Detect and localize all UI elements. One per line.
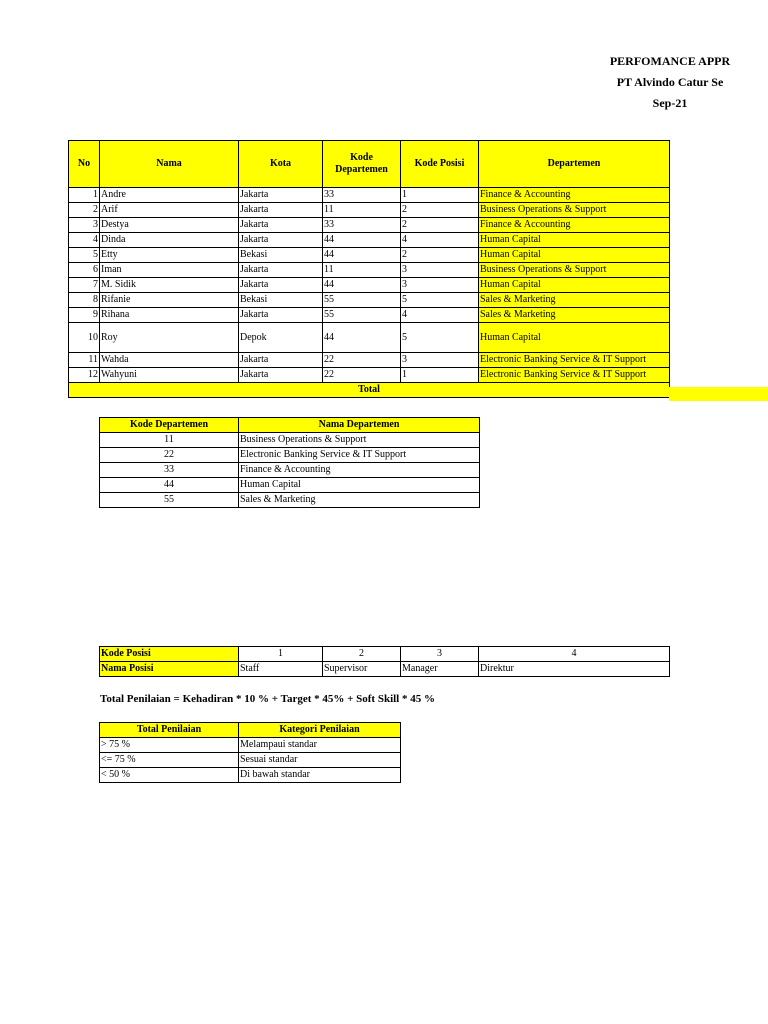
employee-no-cell: 2	[69, 203, 100, 218]
employee-dept-code-cell: 44	[323, 278, 401, 293]
employee-dept-code-cell: 22	[323, 368, 401, 383]
category-header-kategori: Kategori Penilaian	[239, 723, 401, 738]
employee-department-cell: Human Capital	[479, 233, 670, 248]
employee-name-cell: Iman	[100, 263, 239, 278]
category-table	[99, 722, 401, 783]
category-name-cell: Di bawah standar	[239, 768, 401, 783]
employee-name-cell: Destya	[100, 218, 239, 233]
department-name-cell: Sales & Marketing	[239, 493, 480, 508]
department-code-cell: 22	[100, 448, 239, 463]
department-row	[100, 433, 480, 448]
employee-row	[69, 203, 670, 218]
employee-city-cell: Jakarta	[239, 218, 323, 233]
employee-name-cell: Arif	[100, 203, 239, 218]
category-total-cell: <= 75 %	[100, 753, 239, 768]
department-name-cell: Finance & Accounting	[239, 463, 480, 478]
department-name-cell: Electronic Banking Service & IT Support	[239, 448, 480, 463]
employee-dept-code-cell: 22	[323, 353, 401, 368]
category-row	[100, 738, 401, 753]
employee-department-cell: Electronic Banking Service & IT Support	[479, 368, 670, 383]
employee-position-code-cell: 3	[401, 278, 479, 293]
employee-city-cell: Bekasi	[239, 248, 323, 263]
employee-position-code-cell: 3	[401, 263, 479, 278]
position-name-row	[100, 662, 670, 677]
col-header-departemen: Departemen	[479, 141, 670, 188]
employee-dept-code-cell: 33	[323, 188, 401, 203]
employee-row	[69, 218, 670, 233]
employee-position-code-cell: 3	[401, 353, 479, 368]
employee-department-cell: Sales & Marketing	[479, 308, 670, 323]
position-code-cell: 1	[239, 647, 323, 662]
position-code-cell: 4	[479, 647, 670, 662]
employee-name-cell: Rihana	[100, 308, 239, 323]
department-row	[100, 463, 480, 478]
employee-department-cell: Human Capital	[479, 323, 670, 353]
employee-table	[68, 140, 670, 398]
category-total-cell: < 50 %	[100, 768, 239, 783]
position-name-cell: Staff	[239, 662, 323, 677]
employee-position-code-cell: 4	[401, 233, 479, 248]
employee-name-cell: Rifanie	[100, 293, 239, 308]
employee-department-cell: Sales & Marketing	[479, 293, 670, 308]
employee-city-cell: Jakarta	[239, 203, 323, 218]
employee-no-cell: 6	[69, 263, 100, 278]
employee-row	[69, 353, 670, 368]
employee-department-cell: Business Operations & Support	[479, 263, 670, 278]
position-code-cell: 3	[401, 647, 479, 662]
employee-department-cell: Human Capital	[479, 248, 670, 263]
employee-dept-code-cell: 44	[323, 323, 401, 353]
department-code-cell: 55	[100, 493, 239, 508]
position-code-label: Kode Posisi	[100, 647, 239, 662]
department-code-cell: 44	[100, 478, 239, 493]
department-row	[100, 448, 480, 463]
department-name-cell: Human Capital	[239, 478, 480, 493]
employee-no-cell: 7	[69, 278, 100, 293]
employee-table-header	[69, 141, 670, 188]
department-code-cell: 11	[100, 433, 239, 448]
category-row	[100, 753, 401, 768]
employee-dept-code-cell: 33	[323, 218, 401, 233]
col-header-no: No	[69, 141, 100, 188]
employee-dept-code-cell: 11	[323, 263, 401, 278]
employee-row	[69, 293, 670, 308]
employee-no-cell: 3	[69, 218, 100, 233]
department-row	[100, 493, 480, 508]
position-table	[99, 646, 670, 677]
employee-row	[69, 278, 670, 293]
employee-name-cell: Wahda	[100, 353, 239, 368]
employee-position-code-cell: 2	[401, 248, 479, 263]
employee-name-cell: Wahyuni	[100, 368, 239, 383]
position-name-cell: Supervisor	[323, 662, 401, 677]
employee-no-cell: 8	[69, 293, 100, 308]
employee-city-cell: Jakarta	[239, 308, 323, 323]
employee-row	[69, 233, 670, 248]
total-row	[69, 383, 670, 398]
employee-city-cell: Jakarta	[239, 263, 323, 278]
employee-department-cell: Electronic Banking Service & IT Support	[479, 353, 670, 368]
employee-row	[69, 188, 670, 203]
category-header-total: Total Penilaian	[100, 723, 239, 738]
employee-department-cell: Finance & Accounting	[479, 188, 670, 203]
category-name-cell: Melampaui standar	[239, 738, 401, 753]
employee-position-code-cell: 1	[401, 188, 479, 203]
employee-position-code-cell: 5	[401, 293, 479, 308]
employee-position-code-cell: 5	[401, 323, 479, 353]
department-name-cell: Business Operations & Support	[239, 433, 480, 448]
employee-no-cell: 12	[69, 368, 100, 383]
category-name-cell: Sesuai standar	[239, 753, 401, 768]
total-label: Total	[69, 383, 670, 398]
employee-dept-code-cell: 11	[323, 203, 401, 218]
employee-dept-code-cell: 55	[323, 293, 401, 308]
report-period: Sep-21	[652, 96, 688, 110]
employee-position-code-cell: 4	[401, 308, 479, 323]
employee-name-cell: Dinda	[100, 233, 239, 248]
employee-name-cell: Andre	[100, 188, 239, 203]
employee-name-cell: M. Sidik	[100, 278, 239, 293]
col-header-nama: Nama	[100, 141, 239, 188]
employee-city-cell: Jakarta	[239, 233, 323, 248]
employee-city-cell: Depok	[239, 323, 323, 353]
employee-row	[69, 248, 670, 263]
department-row	[100, 478, 480, 493]
dept-header-nama: Nama Departemen	[239, 418, 480, 433]
category-total-cell: > 75 %	[100, 738, 239, 753]
employee-city-cell: Jakarta	[239, 278, 323, 293]
department-code-cell: 33	[100, 463, 239, 478]
employee-position-code-cell: 2	[401, 218, 479, 233]
employee-row	[69, 323, 670, 353]
employee-dept-code-cell: 44	[323, 248, 401, 263]
employee-position-code-cell: 1	[401, 368, 479, 383]
position-name-cell: Direktur	[479, 662, 670, 677]
department-table	[99, 417, 480, 508]
employee-no-cell: 9	[69, 308, 100, 323]
employee-row	[69, 368, 670, 383]
col-header-kode-departemen: Kode Departemen	[323, 141, 401, 188]
col-header-kota: Kota	[239, 141, 323, 188]
employee-dept-code-cell: 44	[323, 233, 401, 248]
position-name-label: Nama Posisi	[100, 662, 239, 677]
total-row-highlight	[669, 387, 768, 401]
employee-no-cell: 5	[69, 248, 100, 263]
employee-city-cell: Jakarta	[239, 188, 323, 203]
employee-department-cell: Human Capital	[479, 278, 670, 293]
department-table-header	[100, 418, 480, 433]
employee-no-cell: 1	[69, 188, 100, 203]
company-name: PT Alvindo Catur Se	[616, 75, 724, 89]
position-code-row	[100, 647, 670, 662]
col-header-kode-posisi: Kode Posisi	[401, 141, 479, 188]
employee-position-code-cell: 2	[401, 203, 479, 218]
employee-city-cell: Jakarta	[239, 368, 323, 383]
scoring-formula: Total Penilaian = Kehadiran * 10 % + Target * 45% + Soft Skill * 45 %	[100, 693, 435, 705]
category-table-header	[100, 723, 401, 738]
employee-no-cell: 4	[69, 233, 100, 248]
employee-row	[69, 308, 670, 323]
employee-dept-code-cell: 55	[323, 308, 401, 323]
employee-no-cell: 11	[69, 353, 100, 368]
employee-city-cell: Jakarta	[239, 353, 323, 368]
employee-department-cell: Business Operations & Support	[479, 203, 670, 218]
employee-city-cell: Bekasi	[239, 293, 323, 308]
employee-name-cell: Etty	[100, 248, 239, 263]
employee-name-cell: Roy	[100, 323, 239, 353]
employee-no-cell: 10	[69, 323, 100, 353]
dept-header-kode: Kode Departemen	[100, 418, 239, 433]
category-row	[100, 768, 401, 783]
position-code-cell: 2	[323, 647, 401, 662]
employee-department-cell: Finance & Accounting	[479, 218, 670, 233]
employee-row	[69, 263, 670, 278]
report-title: PERFOMANCE APPR	[609, 54, 731, 68]
position-name-cell: Manager	[401, 662, 479, 677]
